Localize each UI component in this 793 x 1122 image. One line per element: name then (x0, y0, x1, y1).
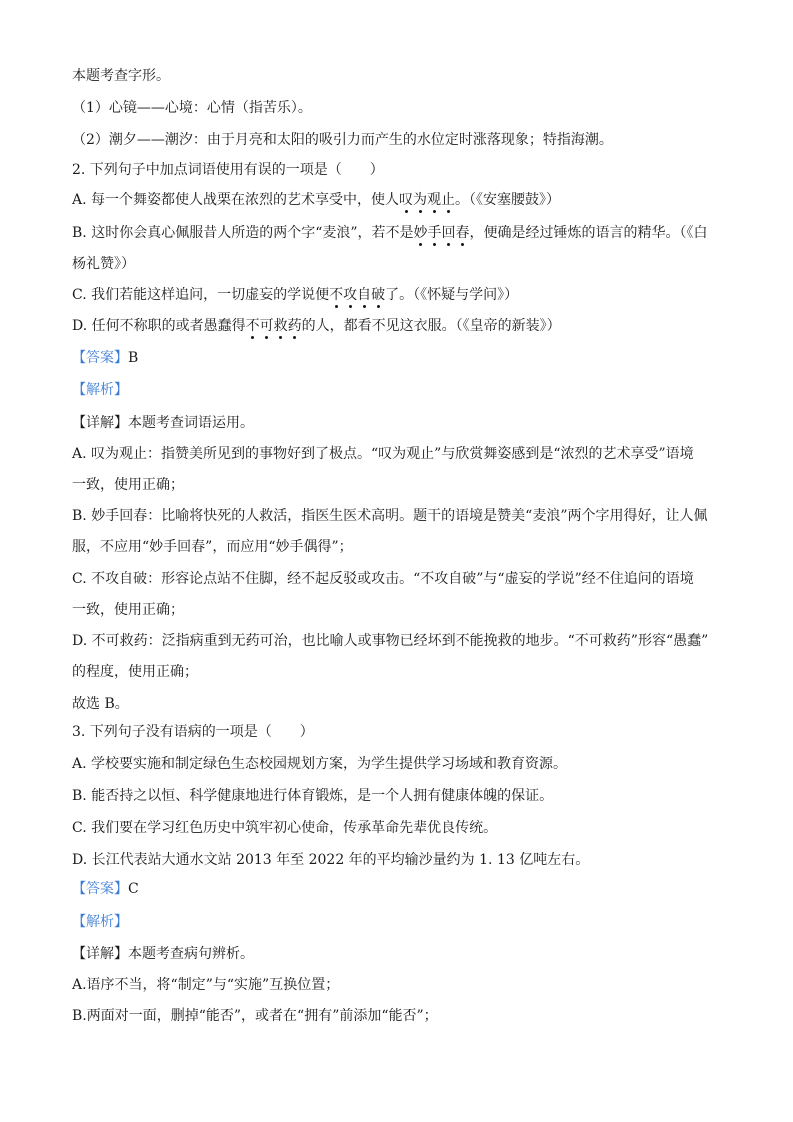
paragraph: B. 妙手回春：比喻将快死的人救活，指医生医术高明。题干的语境是赞美“麦浪”两个字用得好，让人佩 (72, 508, 708, 524)
option-text: 的人，都看不见这衣服。（《皇帝的新装》） (301, 318, 561, 334)
detail-text: 本题考查病句辨析。 (128, 946, 254, 962)
paragraph: D. 不可救药：泛指病重到无药可治，也比喻人或事物已经坏到不能挽救的地步。“不可救药”形容“愚蠢” (72, 633, 709, 649)
option-text: B. 这时你会真心佩服昔人所造的两个字“麦浪”，若不是 (72, 225, 414, 241)
q2-option-c (72, 285, 518, 305)
dotted-char: 救 (273, 318, 288, 334)
paragraph: 本题考查字形。 (72, 68, 170, 84)
paragraph: A. 叹为观止：指赞美所见到的事物好到了极点。“叹为观止”与欣赏舞姿感到是“浓烈的艺术享受”语境 (72, 446, 694, 462)
q2-answer (72, 348, 138, 368)
q3-option-a: A. 学校要实施和制定绿色生态校园规划方案，为学生提供学习场域和教育资源。 (72, 756, 568, 772)
dotted-char: 止 (441, 192, 456, 208)
answer-value: B (128, 350, 139, 366)
answer-tag: 【答案】 (72, 881, 128, 897)
q3-analysis-tag: 【解析】 (72, 914, 128, 930)
dotted-char: 妙 (413, 225, 428, 241)
dotted-char: 不 (329, 287, 344, 303)
detail-tag: 【详解】 (72, 415, 128, 431)
paragraph: （2）潮夕——潮汐：由于月亮和太阳的吸引力而产生的水位定时涨落现象；特指海潮。 (72, 132, 613, 148)
q3-option-d: D. 长江代表站大通水文站 2013 年至 2022 年的平均输沙量约为 1. 13 亿吨左右。 (72, 852, 590, 868)
q2-detail (72, 413, 254, 433)
option-text: D. 任何不称职的或者愚蠢得 (72, 318, 246, 334)
option-text: C. 我们若能这样追问，一切虚妄的学说便 (72, 287, 330, 303)
question-3-stem: 3. 下列句子没有语病的一项是（ ） (72, 724, 314, 740)
dotted-char: 破 (371, 287, 386, 303)
detail-text: 本题考查词语运用。 (128, 415, 254, 431)
answer-tag: 【答案】 (72, 350, 128, 366)
dotted-char: 叹 (399, 192, 414, 208)
dotted-char: 攻 (343, 287, 358, 303)
dotted-char: 观 (427, 192, 442, 208)
dotted-char: 手 (427, 225, 442, 241)
q2-analysis-tag: 【解析】 (72, 382, 128, 398)
dotted-char: 春 (455, 225, 470, 241)
dotted-char: 为 (413, 192, 428, 208)
paragraph: A.语序不当，将“制定”与“实施”互换位置； (72, 977, 340, 993)
paragraph: （1）心镜——心境：心情（指苦乐）。 (72, 100, 312, 116)
paragraph: 故选 B。 (72, 696, 129, 712)
dotted-char: 回 (441, 225, 456, 241)
dotted-char: 自 (357, 287, 372, 303)
dotted-char: 药 (287, 318, 302, 334)
detail-tag: 【详解】 (72, 946, 128, 962)
paragraph: C. 不攻自破：形容论点站不住脚，经不起反驳或攻击。“不攻自破”与“虚妄的学说”经不住追问的语境 (72, 571, 694, 587)
paragraph: 一致，使用正确； (72, 602, 184, 618)
paragraph: B.两面对一面，删掉“能否”，或者在“拥有”前添加“能否”； (72, 1008, 438, 1024)
paragraph: 的程度，使用正确； (72, 664, 198, 680)
option-text: 了。（《怀疑与学问》） (385, 287, 519, 303)
option-text: ，便确是经过锤炼的语言的精华。（《白 (469, 225, 708, 241)
q3-option-c: C. 我们要在学习红色历史中筑牢初心使命，传承革命先辈优良传统。 (72, 820, 498, 836)
q2-option-a (72, 190, 560, 210)
q3-detail (72, 944, 254, 964)
q2-option-d (72, 316, 561, 336)
q2-option-b (72, 223, 708, 243)
question-2-stem: 2. 下列句子中加点词语使用有误的一项是（ ） (72, 162, 384, 178)
q3-answer (72, 879, 139, 899)
dotted-char: 不 (245, 318, 260, 334)
answer-value: C (128, 881, 139, 897)
option-text: 。（《安塞腰鼓》） (455, 192, 561, 208)
q3-option-b: B. 能否持之以恒、科学健康地进行体育锻炼，是一个人拥有健康体魄的保证。 (72, 788, 554, 804)
option-text: A. 每一个舞姿都使人战栗在浓烈的艺术享受中，使人 (72, 192, 400, 208)
q2-option-b-cont: 杨礼赞》） (72, 256, 135, 272)
paragraph: 服，不应用“妙手回春”，而应用“妙手偶得”； (72, 539, 353, 555)
dotted-char: 可 (259, 318, 274, 334)
paragraph: 一致，使用正确； (72, 477, 184, 493)
